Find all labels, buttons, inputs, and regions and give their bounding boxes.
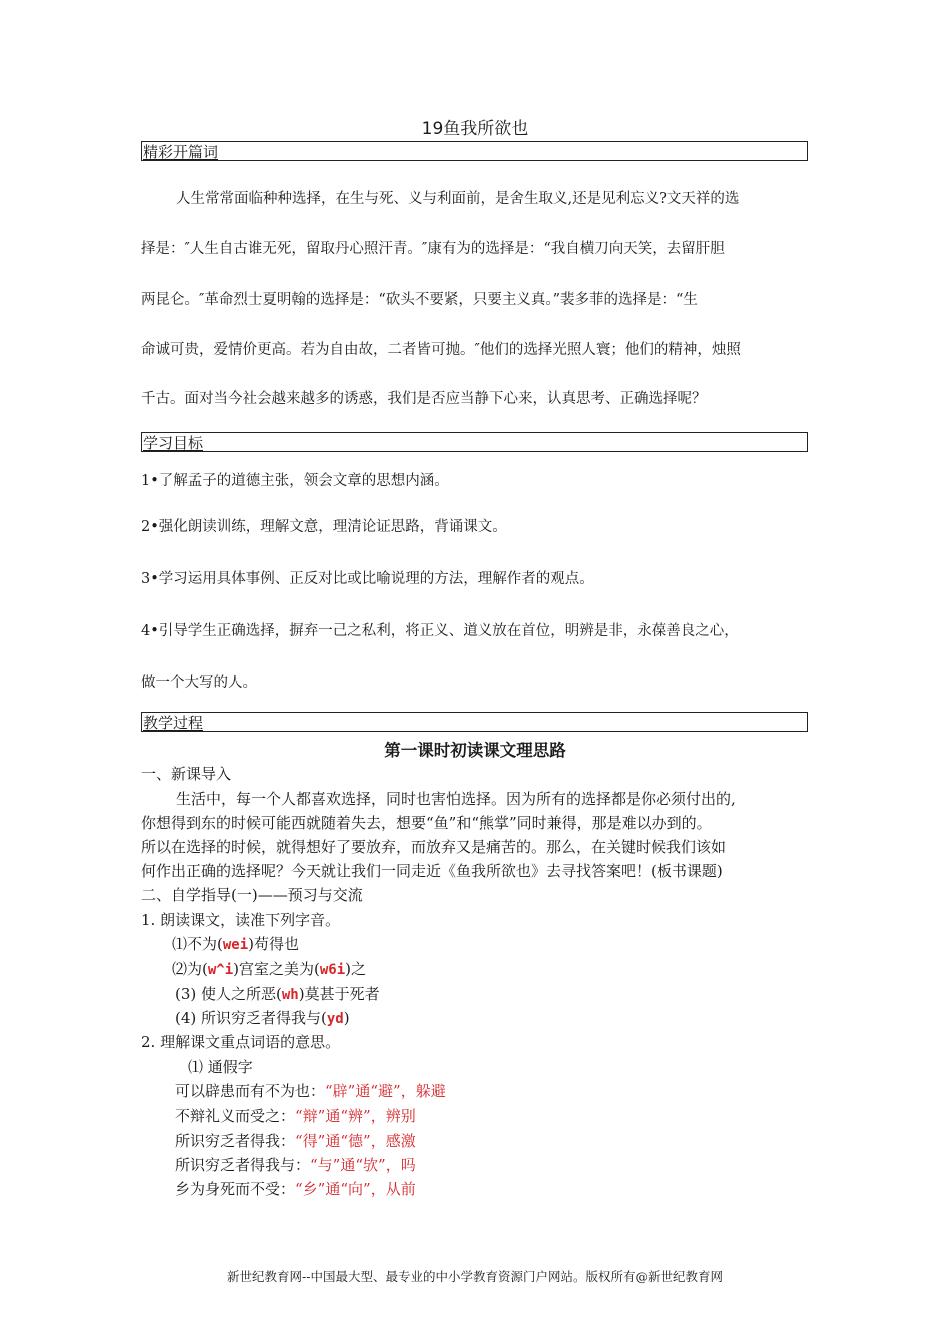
- pinyin: w6i: [319, 962, 346, 978]
- goal-item: 2•强化朗读训练，理解文意，理清论证思路，背诵课文。: [141, 519, 507, 535]
- reading-item: ⑵为(w^i)宫室之美为(w6i)之: [172, 960, 367, 978]
- page-title: 19鱼我所欲也: [421, 119, 529, 139]
- pinyin: w^i: [207, 962, 234, 978]
- tongjia-note: “与”通“欤”，吗: [310, 1156, 416, 1174]
- goal-item: 3•学习运用具体事例、正反对比或比喻说理的方法，理解作者的观点。: [141, 571, 594, 587]
- paragraph-line: 你想得到东的时候可能西就随着失去，想要“鱼”和“熊掌”同时兼得，那是难以办到的。: [141, 814, 712, 832]
- question-heading: 1. 朗读课文，读准下列字音。: [141, 911, 341, 929]
- tongjia-item: 乡为身死而不受：“乡”通“向”，从前: [175, 1180, 416, 1198]
- intro-line: 择是：″人生自古谁无死，留取丹心照汗青。″康有为的选择是：“我自横刀向天笑，去留肝胆: [141, 241, 725, 257]
- intro-line: 命诚可贵，爱情价更高。若为自由故，二者皆可抛。″他们的选择光照人寰；他们的精神，烛照: [141, 342, 741, 358]
- page-footer: 新世纪教育网--中国最大型、最专业的中小学教育资源门户网站。版权所有@新世纪教育网: [227, 1269, 723, 1284]
- tongjia-item: 所识穷乏者得我：“得”通“德”，感激: [175, 1132, 416, 1150]
- section-label: 教学过程: [143, 714, 204, 732]
- section-header-opening: [141, 141, 808, 161]
- part-heading: 二、自学指导(一)——预习与交流: [141, 886, 363, 904]
- section-label: 精彩开篇词: [143, 143, 219, 161]
- paragraph-line: 生活中，每一个人都喜欢选择，同时也害怕选择。因为所有的选择都是你必须付出的,: [176, 790, 736, 808]
- tongjia-note: “乡”通“向”，从前: [295, 1180, 416, 1198]
- intro-line: 人生常常面临种种选择，在生与死、义与利面前，是舍生取义,还是见利忘义?文天祥的选: [176, 191, 740, 207]
- paragraph-line: 何作出正确的选择呢？今天就让我们一同走近《鱼我所欲也》去寻找答案吧！(板书课题): [141, 862, 723, 880]
- tongjia-note: “辩”通“辨”，辨别: [295, 1107, 416, 1125]
- tongjia-item: 不辩礼义而受之：“辩”通“辨”，辨别: [175, 1107, 416, 1125]
- sub-heading: ⑴ 通假字: [188, 1058, 253, 1076]
- section-header-goals: [141, 432, 808, 452]
- question-heading: 2. 理解课文重点词语的意思。: [141, 1033, 341, 1051]
- section-label: 学习目标: [143, 434, 204, 452]
- goal-item: 1•了解孟子的道德主张，领会文章的思想内涵。: [141, 473, 449, 489]
- tongjia-note: “辟”通“避”，躲避: [325, 1082, 446, 1100]
- goal-item: 4•引导学生正确选择，摒弃一己之私利，将正义、道义放在首位，明辨是非，永葆善良之心，: [141, 623, 739, 639]
- lesson-title: 第一课时初读课文理思路: [384, 741, 566, 760]
- reading-item: (4) 所识穷乏者得我与(yd): [175, 1009, 350, 1027]
- tongjia-item: 可以辟患而有不为也：“辟”通“避”，躲避: [175, 1082, 446, 1100]
- tongjia-item: 所识穷乏者得我与：“与”通“欤”，吗: [175, 1156, 416, 1174]
- part-heading: 一、新课导入: [141, 765, 232, 783]
- pinyin: wei: [222, 937, 249, 953]
- intro-line: 千古。面对当今社会越来越多的诱惑，我们是否应当静下心来，认真思考、正确选择呢？: [141, 391, 707, 407]
- paragraph-line: 所以在选择的时候，就得想好了要放弃，而放弃又是痛苦的。那么，在关键时候我们该如: [141, 838, 727, 856]
- section-header-process: [141, 712, 808, 732]
- goal-item: 做一个大写的人。: [141, 675, 257, 691]
- intro-line: 两昆仑。″革命烈士夏明翰的选择是：“砍头不要紧，只要主义真。”裴多菲的选择是：“生: [141, 292, 698, 308]
- reading-item: (3) 使人之所恶(wh)莫甚于死者: [175, 985, 380, 1003]
- reading-item: ⑴不为(wei)苟得也: [172, 935, 300, 953]
- pinyin: wh: [281, 987, 299, 1003]
- pinyin: yd: [326, 1011, 344, 1027]
- tongjia-note: “得”通“德”，感激: [295, 1132, 416, 1150]
